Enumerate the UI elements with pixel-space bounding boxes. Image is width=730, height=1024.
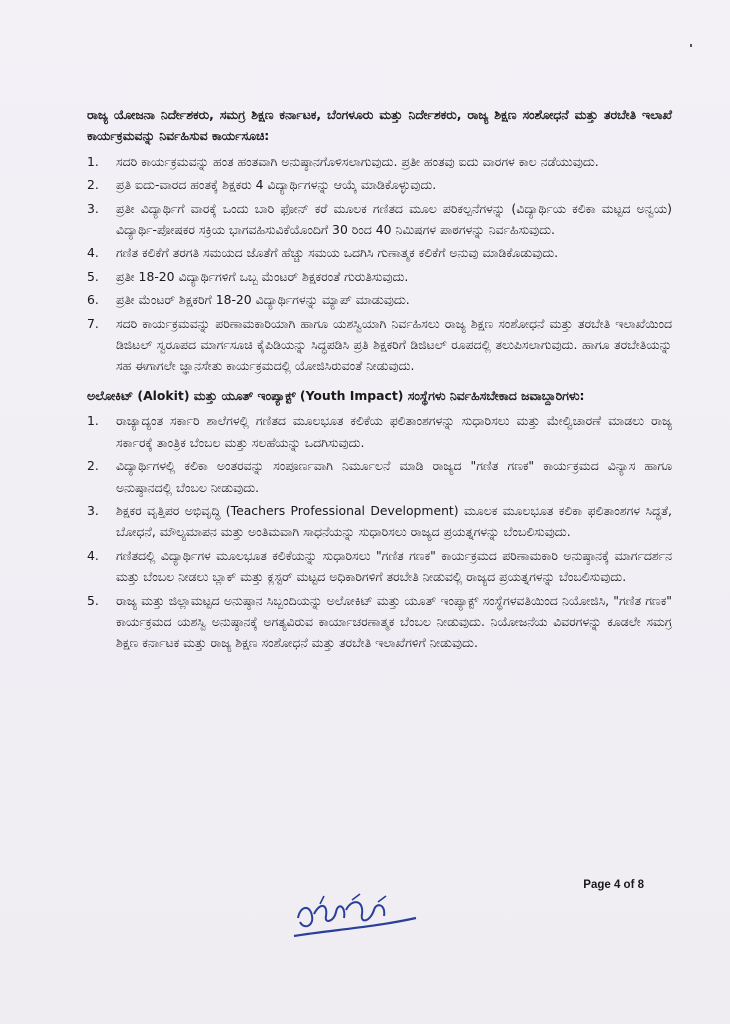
agenda-item bbox=[87, 151, 672, 172]
section-heading-agenda: ರಾಜ್ಯ ಯೋಜನಾ ನಿರ್ದೇಶಕರು, ಸಮಗ್ರ ಶಿಕ್ಷಣ ಕರ್ನಾಟಕ, ಬೆಂಗಳೂರು ಮತ್ತು ನಿರ್ದೇಶಕರು, ರಾಜ್ಯ ಶಿಕ್ಷಣ ಸಂಶೋಧನೆ ಮತ್ತು ತರಬೇತಿ ಇಲಾಖೆ ಕಾರ್ಯಕ್ರಮವನ್ನು ನಿರ್ವಹಿಸುವ ಕಾರ್ಯಸೂಚಿ: bbox=[87, 107, 672, 144]
agenda-item bbox=[87, 266, 672, 287]
agenda-item bbox=[87, 313, 672, 377]
page-number: Page 4 of 8 bbox=[583, 879, 644, 891]
agenda-item-number: 1. bbox=[87, 153, 99, 169]
agenda-item bbox=[87, 198, 672, 241]
agenda-item-text: ಪ್ರತೀ ವಿದ್ಯಾರ್ಥಿಗೆ ವಾರಕ್ಕೆ ಒಂದು ಬಾರಿ ಫೋನ್ ಕರೆ ಮೂಲಕ ಗಣಿತದ ಮೂಲ ಪರಿಕಲ್ಪನೆಗಳನ್ನು (ವಿದ್ಯಾರ್ಥಿಯ ಕಲಿಕಾ ಮಟ್ಟದ ಅನ್ವಯ) ವಿದ್ಯಾರ್ಥಿ-ಪೋಷಕರ ಸಕ್ರಿಯ ಭಾಗವಹಿಸುವಿಕೆಯೊಂದಿಗೆ 30 ರಿಂದ 40 ನಿಮಿಷಗಳ ಪಾಠಗಳನ್ನು ನಿರ್ವಹಿಸುವುದು. bbox=[116, 200, 672, 238]
agenda-item-text: ಸದರಿ ಕಾರ್ಯಕ್ರಮವನ್ನು ಹಂತ ಹಂತವಾಗಿ ಅನುಷ್ಠಾನಗೊಳಿಸಲಾಗುವುದು. ಪ್ರತೀ ಹಂತವು ಐದು ವಾರಗಳ ಕಾಲ ನಡೆಯುವುದು. bbox=[116, 153, 599, 169]
responsibility-item-text: ಶಿಕ್ಷಕರ ವೃತ್ತಿಪರ ಅಭಿವೃದ್ಧಿ (Teachers Professional Development) ಮೂಲಕ ಮೂಲಭೂತ ಕಲಿಕಾ ಫಲಿತಾಂಶಗಳ ಸಿದ್ಧತೆ, ಬೋಧನೆ, ಮೌಲ್ಯಮಾಪನ ಮತ್ತು ಅಂತಿಮವಾಗಿ ಸಾಧನೆಯನ್ನು ಸುಧಾರಿಸಲು ರಾಜ್ಯದ ಪ್ರಯತ್ನಗಳನ್ನು ಬೆಂಬಲಿಸುವುದು. bbox=[116, 502, 672, 540]
responsibility-item bbox=[87, 545, 672, 588]
agenda-item-number: 7. bbox=[87, 315, 99, 331]
agenda-item-number: 6. bbox=[87, 292, 99, 308]
agenda-item-number: 4. bbox=[87, 245, 99, 261]
agenda-item bbox=[87, 242, 672, 263]
agenda-item-text: ಗಣಿತ ಕಲಿಕೆಗೆ ತರಗತಿ ಸಮಯದ ಜೊತೆಗೆ ಹೆಚ್ಚು ಸಮಯ ಒದಗಿಸಿ ಗುಣಾತ್ಮಕ ಕಲಿಕೆಗೆ ಅನುವು ಮಾಡಿಕೊಡುವುದು. bbox=[116, 245, 559, 261]
responsibility-item-text: ಗಣಿತದಲ್ಲಿ ವಿದ್ಯಾರ್ಥಿಗಳ ಮೂಲಭೂತ ಕಲಿಕೆಯನ್ನು ಸುಧಾರಿಸಲು "ಗಣಿತ ಗಣಕ" ಕಾರ್ಯಕ್ರಮದ ಪರಿಣಾಮಕಾರಿ ಅನುಷ್ಠಾನಕ್ಕೆ ಮಾರ್ಗದರ್ಶನ ಮತ್ತು ಬೆಂಬಲ ನೀಡಲು ಬ್ಲಾಕ್ ಮತ್ತು ಕ್ಲಸ್ಟರ್ ಮಟ್ಟದ ಅಧಿಕಾರಿಗಳಿಗೆ ತರಬೇತಿ ನೀಡುವಲ್ಲಿ ರಾಜ್ಯದ ಪ್ರಯತ್ನಗಳನ್ನು ಬೆಂಬಲಿಸುವುದು. bbox=[116, 547, 672, 585]
agenda-item bbox=[87, 174, 672, 195]
agenda-item-number: 5. bbox=[87, 268, 99, 284]
agenda-item-text: ಪ್ರತೀ 18-20 ವಿದ್ಯಾರ್ಥಿಗಳಿಗೆ ಒಬ್ಬ ಮೆಂಟರ್ ಶಿಕ್ಷಕರಂತೆ ಗುರುತಿಸುವುದು. bbox=[116, 268, 409, 284]
responsibility-item-number: 3. bbox=[87, 502, 99, 518]
responsibility-item-number: 5. bbox=[87, 592, 99, 608]
responsibilities-list bbox=[87, 410, 672, 653]
responsibility-item-text: ರಾಜ್ಯ ಮತ್ತು ಜಿಲ್ಲಾಮಟ್ಟದ ಅನುಷ್ಠಾನ ಸಿಬ್ಬಂದಿಯನ್ನು ಅಲೋಕಿಟ್ ಮತ್ತು ಯೂತ್ ಇಂಪ್ಯಾಕ್ಟ್ ಸಂಸ್ಥೆಗಳವತಿಯಿಂದ ನಿಯೋಜಿಸಿ, "ಗಣಿತ ಗಣಕ" ಕಾರ್ಯಕ್ರಮದ ಯಶಸ್ವಿ ಅನುಷ್ಠಾನಕ್ಕೆ ಅಗತ್ಯವಿರುವ ಕಾರ್ಯಾಚರಣಾತ್ಮಕ ಬೆಂಬಲ ನೀಡುವುದು. ನಿಯೋಜನೆಯ ವಿವರಗಳನ್ನು ಕೂಡಲೇ ಸಮಗ್ರ ಶಿಕ್ಷಣ ಕರ್ನಾಟಕ ಮತ್ತು ರಾಜ್ಯ ಶಿಕ್ಷಣ ಸಂಶೋಧನೆ ಮತ್ತು ತರಬೇತಿ ಇಲಾಖೆಗಳಿಗೆ ನೀಡುವುದು. bbox=[116, 592, 672, 651]
responsibility-item-text: ವಿದ್ಯಾರ್ಥಿಗಳಲ್ಲಿ ಕಲಿಕಾ ಅಂತರವನ್ನು ಸಂಪೂರ್ಣವಾಗಿ ನಿರ್ಮೂಲನೆ ಮಾಡಿ ರಾಜ್ಯದ "ಗಣಿತ ಗಣಕ" ಕಾರ್ಯಕ್ರಮದ ವಿನ್ಯಾಸ ಹಾಗೂ ಅನುಷ್ಠಾನದಲ್ಲಿ ಬೆಂಬಲ ನೀಡುವುದು. bbox=[116, 458, 672, 495]
scan-mark bbox=[690, 44, 692, 47]
agenda-item-text: ಪ್ರತೀ ಮೆಂಟರ್ ಶಿಕ್ಷಕರಿಗೆ 18-20 ವಿದ್ಯಾರ್ಥಿಗಳನ್ನು ಮ್ಯಾಪ್ ಮಾಡುವುದು. bbox=[116, 292, 410, 308]
responsibility-item-text: ರಾಜ್ಯಾದ್ಯಂತ ಸರ್ಕಾರಿ ಶಾಲೆಗಳಲ್ಲಿ ಗಣಿತದ ಮೂಲಭೂತ ಕಲಿಕೆಯ ಫಲಿತಾಂಶಗಳನ್ನು ಸುಧಾರಿಸಲು ಮತ್ತು ಮೇಲ್ವಿಚಾರಣೆ ಮಾಡಲು ರಾಜ್ಯ ಸರ್ಕಾರಕ್ಕೆ ತಾಂತ್ರಿಕ ಬೆಂಬಲ ಮತ್ತು ಸಲಹೆಯನ್ನು ಒದಗಿಸುವುದು. bbox=[116, 413, 672, 450]
agenda-item-number: 3. bbox=[87, 200, 99, 216]
agenda-item-text: ಪ್ರತಿ ಐದು-ವಾರದ ಹಂತಕ್ಕೆ ಶಿಕ್ಷಕರು 4 ವಿದ್ಯಾರ್ಥಿಗಳನ್ನು ಆಯ್ಕೆ ಮಾಡಿಕೊಳ್ಳುವುದು. bbox=[116, 177, 437, 193]
responsibility-item bbox=[87, 590, 672, 654]
responsibility-item bbox=[87, 455, 672, 498]
agenda-list bbox=[87, 151, 672, 377]
responsibility-item-number: 2. bbox=[87, 458, 99, 474]
responsibility-item-number: 4. bbox=[87, 547, 99, 563]
section-heading-responsibilities: ಅಲೋಕಿಟ್ (Alokit) ಮತ್ತು ಯೂತ್ ಇಂಪ್ಯಾಕ್ಟ್ (Youth Impact) ಸಂಸ್ಥೆಗಳು ನಿರ್ವಹಿಸಬೇಕಾದ ಜವಾಬ್ದಾರಿಗಳು: bbox=[87, 387, 585, 403]
agenda-item-number: 2. bbox=[87, 177, 99, 193]
responsibility-item-number: 1. bbox=[87, 413, 99, 429]
agenda-item bbox=[87, 289, 672, 310]
document-body bbox=[87, 104, 672, 656]
responsibility-item bbox=[87, 500, 672, 543]
agenda-item-text: ಸದರಿ ಕಾರ್ಯಕ್ರಮವನ್ನು ಪರಿಣಾಮಕಾರಿಯಾಗಿ ಹಾಗೂ ಯಶಸ್ವಿಯಾಗಿ ನಿರ್ವಹಿಸಲು ರಾಜ್ಯ ಶಿಕ್ಷಣ ಸಂಶೋಧನೆ ಮತ್ತು ತರಬೇತಿ ಇಲಾಖೆಯಿಂದ ಡಿಜಿಟಲ್ ಸ್ವರೂಪದ ಮಾರ್ಗಸೂಚಿ ಕೈಪಿಡಿಯನ್ನು ಸಿದ್ಧಪಡಿಸಿ ಪ್ರತಿ ಶಿಕ್ಷಕರಿಗೆ ಡಿಜಿಟಲ್ ರೂಪದಲ್ಲಿ ತಲುಪಿಸಲಾಗುವುದು. ಹಾಗೂ ತರಬೇತಿಯನ್ನು ಸಹ ಈಗಾಗಲೇ ಜ್ಞಾನಸೇತು ಕಾರ್ಯಕ್ರಮದಲ್ಲಿ ಯೋಜಿಸಿರುವಂತೆ ನೀಡುವುದು. bbox=[116, 315, 672, 374]
signature-image bbox=[290, 888, 420, 944]
responsibility-item bbox=[87, 410, 672, 453]
